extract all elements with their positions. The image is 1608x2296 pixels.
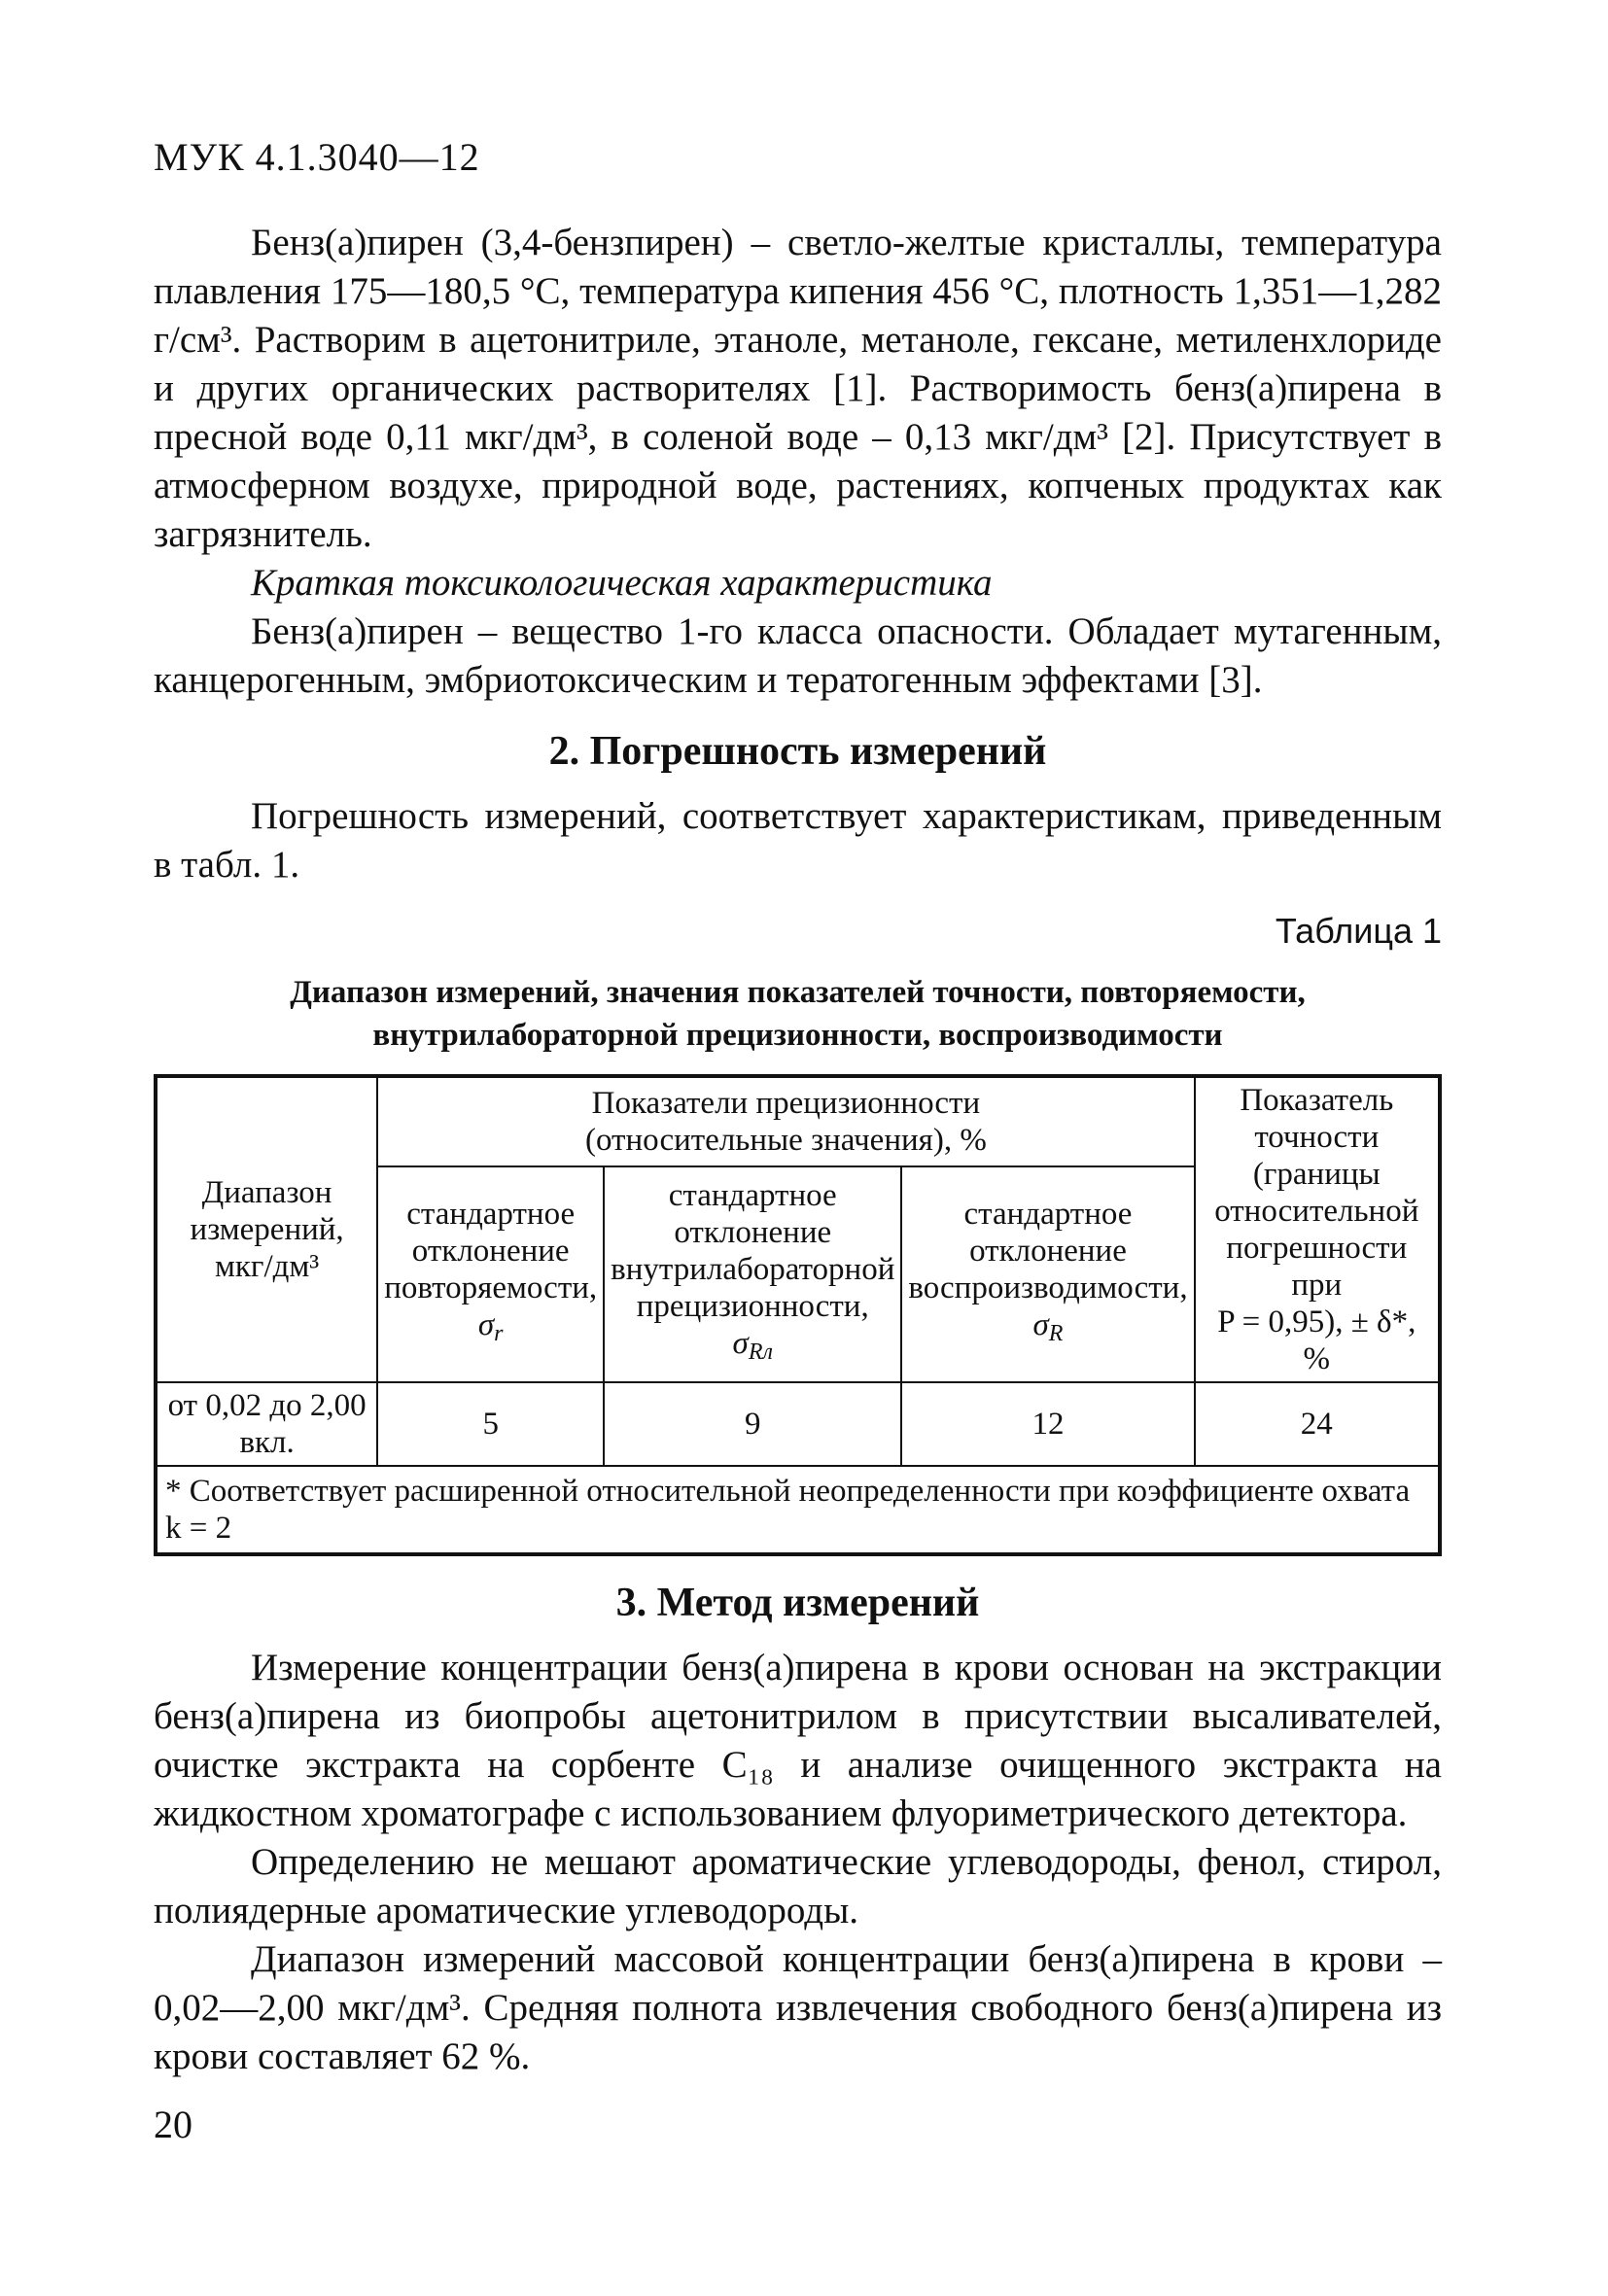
cell-accuracy: 24 bbox=[1195, 1382, 1440, 1466]
section-3-paragraph-range: Диапазон измерений массовой концентрации бенз(а)пирена в крови – 0,02—2,00 мкг/дм³. Средняя полнота извлечения свободного бенз(а)пирена из крови составляет 62 %. bbox=[154, 1938, 1442, 2077]
table-footnote: * Соответствует расширенной относительной неопределенности при коэффициенте охвата k = 2 bbox=[156, 1466, 1440, 1554]
sigma-rl-symbol: σ bbox=[732, 1326, 749, 1362]
section-3-heading: 3. Метод измерений bbox=[615, 1581, 980, 1625]
sigma-rl-subscript: Rл bbox=[748, 1339, 773, 1366]
header-intralab-text: стандартное отклонение внутрилабораторной прецизионности, bbox=[611, 1178, 895, 1325]
section-2-heading: 2. Погрешность измерений bbox=[548, 729, 1047, 774]
sigma-R-symbol: σ bbox=[1032, 1307, 1049, 1343]
cell-reproducibility: 12 bbox=[901, 1382, 1194, 1466]
table-row bbox=[156, 1382, 1440, 1466]
header-repeatability-text: стандартное отклонение повторяемости, bbox=[384, 1197, 598, 1306]
header-precision-line-2: (относительные значения), % bbox=[584, 1122, 987, 1158]
intro-paragraph-properties: Бенз(а)пирен (3,4-бензпирен) – светло-желтые кристаллы, температура плавления 175—180,5 °С, температура кипения 456 °С, плотность 1,351—1,282 г/см³. Растворим в ацетонитриле, этаноле, метаноле, гексане, метиленхлориде и других органических растворителях [1]. Растворимость бенз(а)пирена в пресной воде 0,11 мкг/дм³, в соленой воде – 0,13 мкг/дм³ [2]. Присутствует в атмосферном воздухе, природной воде, растениях, копченых продуктах как загрязнитель. bbox=[154, 222, 1442, 555]
cell-repeatability: 5 bbox=[377, 1382, 604, 1466]
section-3-paragraph-method: Измерение концентрации бенз(а)пирена в крови основан на экстракции бенз(а)пирена из биопробы ацетонитрилом в присутствии высаливателей, очистке экстракта на сорбенте C₁₈ и анализе очищенного экстракта на жидкостном хроматографе с использованием флуориметрического детектора. bbox=[154, 1647, 1442, 1834]
header-range: Диапазон измерений, мкг/дм³ bbox=[156, 1076, 377, 1382]
table-caption-line-1: Диапазон измерений, значения показателей точности, повторяемости, bbox=[290, 975, 1306, 1010]
table-caption-line-2: внутрилабораторной прецизионности, воспроизводимости bbox=[372, 1018, 1223, 1053]
header-repeatability bbox=[377, 1166, 604, 1382]
section-3-paragraph-interference: Определению не мешают ароматические углеводороды, фенол, стирол, полиядерные ароматические углеводороды. bbox=[154, 1841, 1442, 1931]
header-precision-group bbox=[377, 1076, 1194, 1166]
header-precision-line-1: Показатели прецизионности bbox=[591, 1085, 981, 1121]
header-reproducibility-text: стандартное отклонение воспроизводимости, bbox=[908, 1197, 1188, 1306]
cell-intralab: 9 bbox=[604, 1382, 901, 1466]
header-accuracy-line-1: Показатель точности (границы относительной погрешности при bbox=[1214, 1083, 1419, 1303]
intro-paragraph-toxicology: Бенз(а)пирен – вещество 1-го класса опасности. Обладает мутагенным, канцерогенным, эмбриотоксическим и тератогенным эффектами [3]. bbox=[154, 610, 1442, 701]
document-code-header: МУК 4.1.3040—12 bbox=[154, 135, 480, 179]
precision-table bbox=[154, 1074, 1442, 1556]
cell-range: от 0,02 до 2,00 вкл. bbox=[156, 1382, 377, 1466]
header-accuracy-line-2: P = 0,95), ± δ*, % bbox=[1217, 1305, 1416, 1376]
toxicology-subheading: Краткая токсикологическая характеристика bbox=[251, 562, 993, 604]
table-label: Таблица 1 bbox=[1275, 911, 1442, 951]
table-caption bbox=[154, 971, 1442, 1057]
sigma-r-symbol: σ bbox=[477, 1307, 495, 1343]
page-content bbox=[154, 219, 1442, 2081]
header-reproducibility bbox=[901, 1166, 1194, 1382]
section-2-text: Погрешность измерений, соответствует характеристикам, приведенным в табл. 1. bbox=[154, 795, 1442, 886]
header-intralab bbox=[604, 1166, 901, 1382]
header-accuracy bbox=[1195, 1076, 1440, 1382]
sigma-r-subscript: r bbox=[494, 1321, 504, 1347]
sigma-R-subscript: R bbox=[1048, 1321, 1064, 1347]
page-number: 20 bbox=[154, 2103, 192, 2146]
